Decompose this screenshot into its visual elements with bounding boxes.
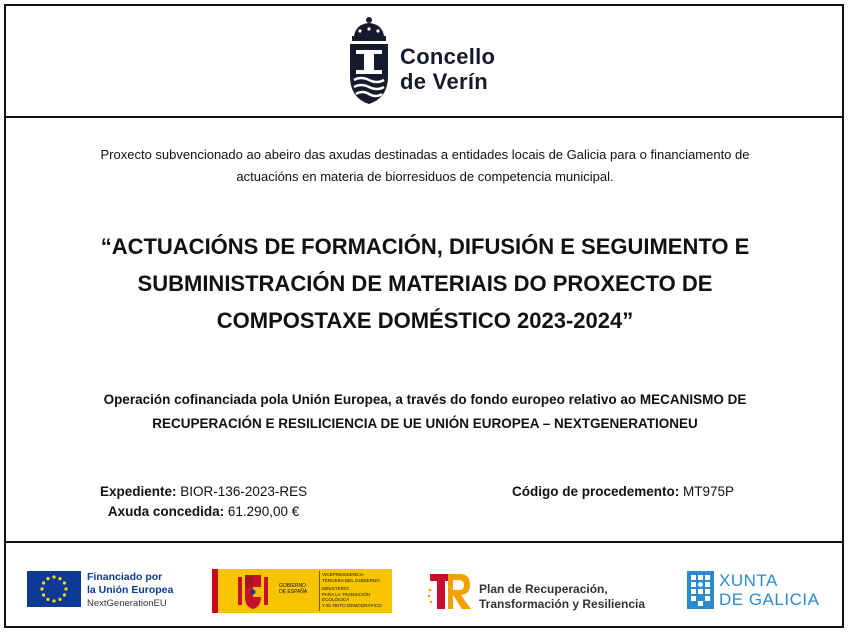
logo-line-2: de Verín	[400, 69, 488, 94]
xunta-emblem-icon	[687, 571, 714, 609]
xunta-galicia-logo	[687, 571, 827, 611]
codigo-value: MT975P	[683, 484, 735, 499]
axuda-value: 61.290,00 €	[227, 504, 300, 519]
expediente-value: BIOR-136-2023-RES	[180, 484, 308, 499]
grant-details	[100, 482, 307, 522]
gob-min-3: MINISTERIO	[322, 586, 349, 592]
gob-min-2: TERCERA DEL GOBIERNO	[322, 577, 380, 583]
header-divider	[4, 116, 844, 118]
eu-line-1: Financiado por	[87, 571, 163, 583]
gob-min-4: PARA LA TRANSICIÓN ECOLÓGICA	[322, 591, 371, 603]
cofinancing-statement	[40, 388, 810, 436]
gobierno-box	[224, 569, 392, 613]
codigo-label: Código de procedemento:	[512, 484, 680, 499]
gob-name-2: DE ESPAÑA	[279, 589, 308, 595]
gobierno-name	[279, 583, 315, 595]
gob-min-1: VICEPRESIDENCIA	[322, 572, 364, 577]
xunta-text	[719, 571, 819, 609]
intro-paragraph	[40, 144, 810, 188]
eu-line-3: NextGenerationEU	[87, 598, 167, 609]
gob-divider	[319, 571, 320, 611]
logo-line-1: Concello	[400, 44, 496, 69]
procedure-code	[512, 482, 734, 502]
expediente-label: Expediente:	[100, 484, 177, 499]
footer-divider	[4, 541, 844, 543]
title-line-2: SUBMINISTRACIÓN DE MATERIAIS DO PROXECTO DE	[137, 271, 713, 296]
expediente-row	[100, 482, 307, 502]
spain-coat-of-arms-icon	[236, 571, 270, 611]
eu-line-2: la Unión Europea	[87, 584, 174, 596]
logo-wordmark	[400, 44, 495, 94]
prtr-line-2: Transformación y Resiliencia	[479, 597, 646, 611]
cofin-line-1: Operación cofinanciada pola Unión Europea, a través do fondo europeo relativo ao MECANISMO DE	[103, 392, 747, 407]
prtr-text	[479, 582, 645, 612]
prtr-line-1: Plan de Recuperación,	[479, 582, 608, 596]
gob-name-1: GOBIERNO	[279, 583, 306, 589]
xunta-line-2: DE GALICIA	[719, 590, 820, 609]
eu-flag-icon	[27, 571, 81, 607]
concello-verin-logo	[346, 16, 526, 108]
intro-line-1: Proxecto subvencionado ao abeiro das axudas destinadas a entidades locais de Galicia para o financiamento de	[100, 147, 750, 162]
axuda-row	[100, 502, 307, 522]
project-title	[40, 228, 810, 339]
prtr-logo	[426, 570, 666, 614]
coat-of-arms-icon	[346, 16, 392, 106]
cofin-line-2: RECUPERACIÓN E RESILICIENCIA DE UE UNIÓN EUROPEA – NEXTGENERATIONEU	[152, 416, 698, 431]
prtr-tr-icon	[426, 570, 474, 612]
gobierno-espana-logo	[212, 569, 392, 613]
title-line-1: “ACTUACIÓNS DE FORMACIÓN, DIFUSIÓN E SEGUIMENTO E	[100, 234, 750, 259]
axuda-label: Axuda concedida:	[107, 504, 225, 519]
intro-line-2: actuacións en materia de biorresiduos de competencia municipal.	[236, 169, 614, 184]
gob-min-5: Y EL RETO DEMOGRÁFICO	[322, 602, 382, 608]
xunta-line-1: XUNTA	[719, 571, 778, 590]
ministerio-name	[322, 572, 392, 609]
eu-funding-text	[87, 571, 197, 610]
title-line-3: COMPOSTAXE DOMÉSTICO 2023-2024”	[216, 308, 634, 333]
